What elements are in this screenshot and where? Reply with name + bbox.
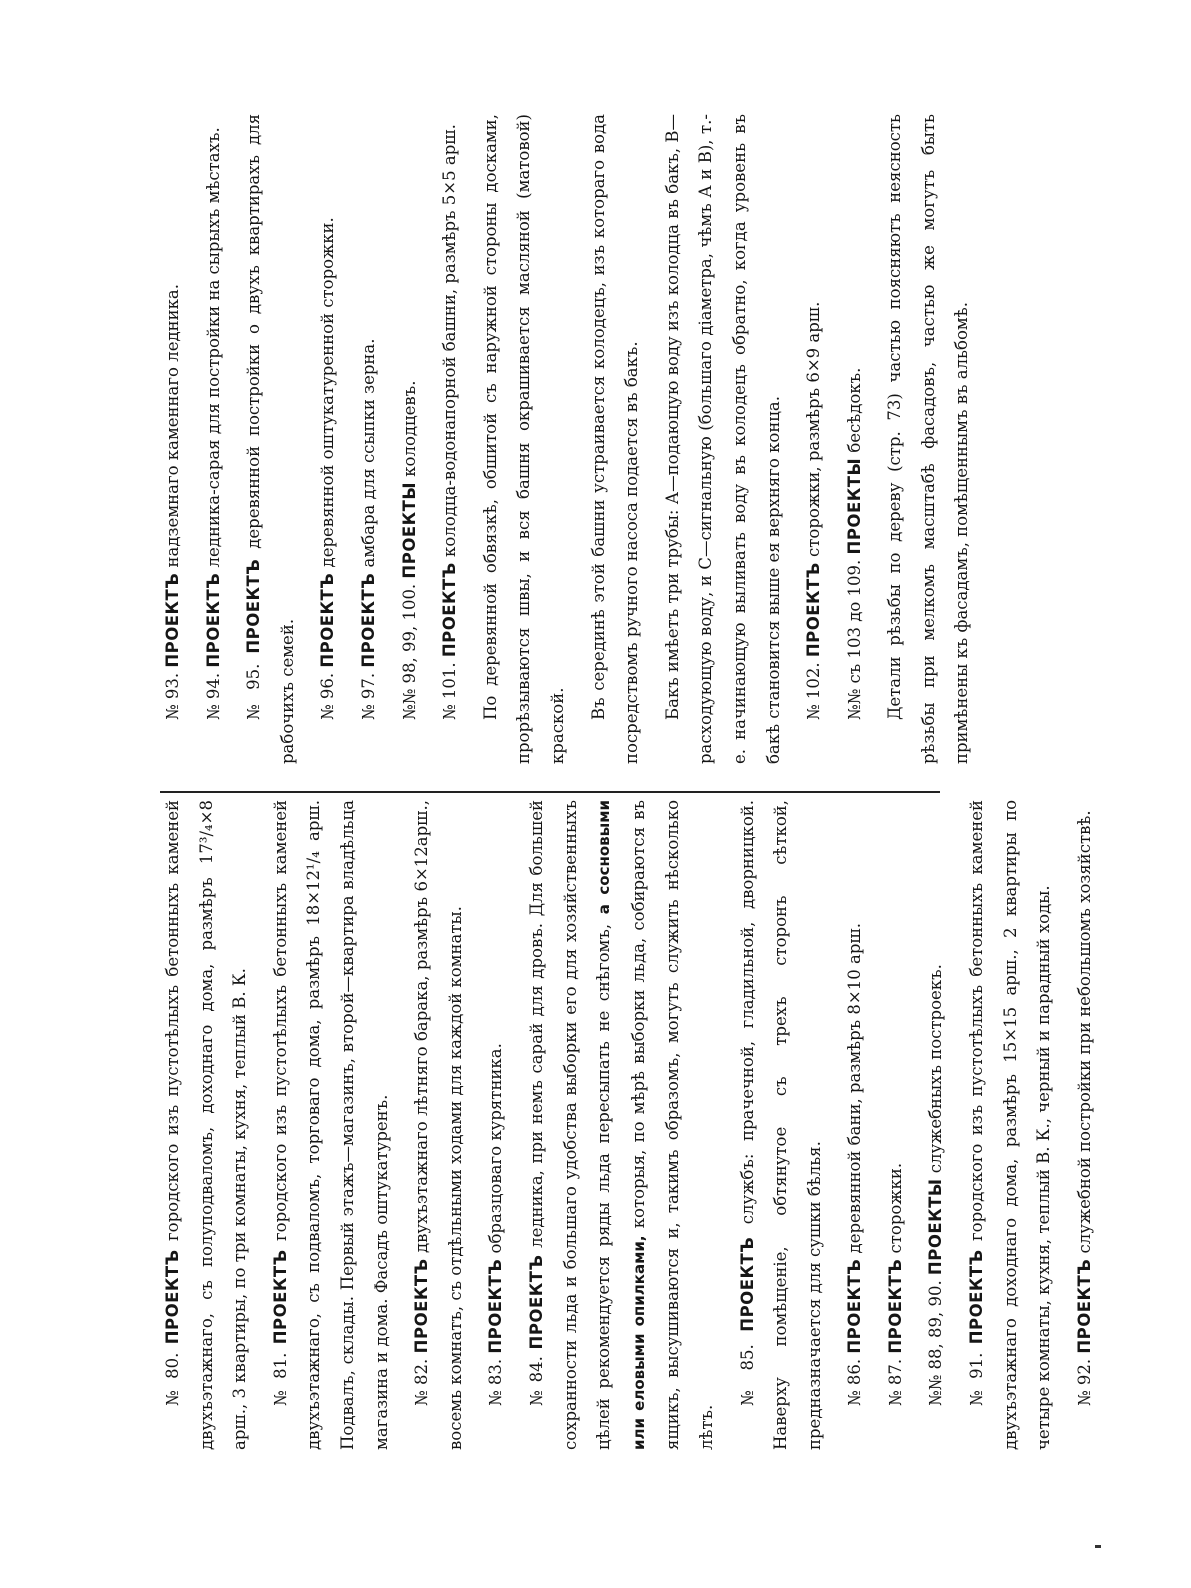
entry-text: двухъэтажнаго лѣтняго барака, размѣръ 6×12арш., восемь комнатъ, съ отдѣльными ходами для каждой комнаты. bbox=[412, 799, 465, 1450]
entry-number: № 92. bbox=[1074, 1358, 1094, 1406]
entry-number: № 81. bbox=[270, 1352, 290, 1406]
entry-keyword: ПРОЕКТЪ bbox=[804, 562, 824, 658]
entry-text: сторожки. bbox=[885, 1162, 905, 1259]
entry-number: № 94. bbox=[203, 672, 223, 720]
scan-mark bbox=[1095, 1545, 1101, 1548]
entry-97 bbox=[352, 114, 386, 764]
left-column bbox=[156, 799, 1094, 1450]
entry-keyword: ПРОЕКТЪ bbox=[967, 1249, 987, 1345]
entry-text: городского изъ пустотѣлыхъ бетонныхъ каменей двухъэтажнаго, съ подваломъ, торговаго дома, размѣръ 18×12¹/₄ арш. Подвалъ, склады. Первый этажъ—магазинъ, второй—квартира владѣльца магазина и дома. Фасадъ оштукатуренъ. bbox=[270, 800, 391, 1450]
paragraph-101b: Въ серединѣ этой башни устраивается колодецъ, изъ котораго вода посредствомъ ручного насоса подается въ бакъ. bbox=[588, 114, 642, 764]
entry-number: № 86. bbox=[845, 1358, 865, 1406]
entry-keyword: ПРОЕКТЫ bbox=[926, 1178, 946, 1276]
entry-number: № 84. bbox=[526, 1356, 546, 1406]
entry-text: колодцевъ. bbox=[399, 380, 419, 483]
entry-number: № 85. bbox=[737, 1344, 757, 1406]
entry-number: № 101. bbox=[440, 662, 460, 720]
entry-94 bbox=[197, 114, 231, 764]
entry-91 bbox=[960, 800, 1061, 1450]
entry-text: бесѣдокъ. bbox=[844, 367, 864, 458]
entry-92 bbox=[1068, 800, 1102, 1450]
entry-text: колодца-водонапорной башни, размѣръ 5×5 арш. bbox=[440, 124, 460, 563]
entry-number: № 80. bbox=[163, 1352, 182, 1406]
entry-80 bbox=[156, 800, 257, 1450]
entry-number: №№ 98, 99, 100. bbox=[399, 583, 419, 720]
entry-102 bbox=[797, 114, 831, 764]
entry-96 bbox=[311, 114, 345, 764]
entry-keyword: ПРОЕКТЪ bbox=[412, 1258, 432, 1354]
entry-text: сторожки, размѣръ 6×9 арш. bbox=[804, 301, 824, 563]
paragraph-103a: Детали рѣзьбы по дереву (стр. 73) частью поясняютъ неясность рѣзьбы при мелкомъ масштабѣ фасадовъ, частью же могутъ быть примѣнены къ фасадамъ, помѣщеннымъ въ альбомѣ. bbox=[885, 114, 972, 764]
entry-text: городского изъ пустотѣлыхъ бетонныхъ каменей двухъэтажнаго, съ полуподваломъ, доходнаго дома, размѣръ 17³/₄×8 арш., 3 квартиры, по три комнаты, кухня, теплый В. К. bbox=[163, 800, 250, 1450]
entry-text: ледника, при немъ сарай для дровъ. Для большей сохранности льда и большаго удобства выборки его для хозяйственныхъ цѣлей рекомендуется ряды льда пересыпать не снѣгомъ, bbox=[526, 800, 614, 1450]
entry-85 bbox=[731, 800, 832, 1450]
entry-keyword: ПРОЕКТЪ bbox=[885, 1258, 905, 1354]
entry-number: № 97. bbox=[358, 672, 378, 720]
entry-text: образцоваго курятника. bbox=[486, 1043, 506, 1259]
entry-text: деревянной бани, размѣръ 8×10 арш. bbox=[845, 923, 865, 1259]
entry-keyword: ПРОЕКТЪ bbox=[845, 1258, 865, 1354]
entry-number: № 102. bbox=[804, 662, 824, 720]
entry-keyword: ПРОЕКТЪ bbox=[737, 1236, 757, 1332]
entry-number: № 93. bbox=[163, 672, 182, 720]
entry-keyword: ПРОЕКТЪ bbox=[203, 572, 223, 668]
column-divider bbox=[160, 792, 940, 794]
entry-number: № 83. bbox=[486, 1358, 506, 1406]
paragraph-101c: Бакъ имѣетъ три трубы: А—подающую воду изъ колодца въ бакъ, В—расходующую воду, и С—сигнальную (большаго діаметра, чѣмъ А и В), т.-е. начинающую выливать воду въ колодецъ обратно, когда уровень въ бакѣ становится выше ея верхняго конца. bbox=[662, 114, 783, 764]
entry-number: № 95. bbox=[244, 663, 264, 720]
entry-number: №№ 88, 89, 90. bbox=[926, 1280, 946, 1406]
entry-88-90 bbox=[919, 800, 953, 1450]
entry-84 bbox=[520, 800, 724, 1450]
entry-95 bbox=[237, 114, 304, 764]
entry-keyword: ПРОЕКТЪ bbox=[163, 1249, 182, 1345]
entry-keyword: ПРОЕКТЪ bbox=[163, 572, 182, 668]
entry-101 bbox=[433, 114, 467, 764]
entry-keyword: ПРОЕКТЫ bbox=[844, 457, 864, 555]
entry-98-100 bbox=[393, 114, 427, 764]
entry-number: №№ съ 103 до 109. bbox=[844, 559, 864, 720]
entry-81 bbox=[264, 800, 398, 1450]
entry-text: деревянной постройки о двухъ квартирахъ для рабочихъ семей. bbox=[244, 113, 297, 764]
entry-82 bbox=[405, 800, 472, 1450]
entry-text: ледника-сарая для постройки на сырыхъ мѣстахъ. bbox=[203, 127, 223, 573]
right-column bbox=[156, 113, 972, 764]
entry-text: деревянной оштукатуренной сторожки. bbox=[318, 217, 338, 573]
entry-83 bbox=[479, 800, 513, 1450]
entry-87 bbox=[879, 800, 913, 1450]
entry-keyword: ПРОЕКТЪ bbox=[318, 572, 338, 668]
entry-text: которыя, по мѣрѣ выборки льда, собираются въ ящикъ, высушиваются и, такимъ образомъ, могутъ служить нѣсколько лѣтъ. bbox=[628, 799, 716, 1450]
paragraph-101a: По деревянной обвязкѣ, обшитой съ наружной стороны досками, прорѣзываются швы, и вся башня окрашивается масляной (матовой) краской. bbox=[480, 114, 567, 764]
entry-keyword: ПРОЕКТЪ bbox=[244, 558, 264, 654]
entry-number: № 87. bbox=[885, 1358, 905, 1406]
entry-text: надземнаго каменнаго ледника. bbox=[163, 283, 182, 573]
entry-text: служебныхъ построекъ. bbox=[926, 964, 946, 1179]
entry-text: городского изъ пустотѣлыхъ бетонныхъ каменей двухъэтажнаго доходнаго дома, размѣръ 15×15 арш., 2 квартиры по четыре комнаты, кухня, теплый В. К., черный и парадный ходы. bbox=[967, 800, 1054, 1450]
entry-keyword: ПРОЕКТЪ bbox=[486, 1258, 506, 1354]
entry-number: № 82. bbox=[412, 1358, 432, 1406]
entry-keyword: ПРОЕКТЪ bbox=[1074, 1258, 1094, 1354]
entry-keyword: ПРОЕКТЪ bbox=[270, 1249, 290, 1345]
entry-text: службъ: прачечной, гладильной, дворницкой. Наверху помѣщеніе, обтянутое съ трехъ сторонъ сѣткой, предназначается для сушки бѣлья. bbox=[737, 800, 824, 1450]
entry-number: № 91. bbox=[967, 1352, 987, 1406]
entry-keyword: ПРОЕКТЪ bbox=[526, 1254, 546, 1350]
entry-number: № 96. bbox=[318, 672, 338, 720]
entry-keyword: ПРОЕКТЫ bbox=[399, 482, 419, 579]
entry-keyword: ПРОЕКТЪ bbox=[440, 562, 460, 658]
entry-103-109 bbox=[838, 114, 872, 764]
entry-93 bbox=[156, 114, 190, 764]
entry-86 bbox=[838, 800, 872, 1450]
entry-text: амбара для ссыпки зерна. bbox=[358, 338, 378, 573]
entry-emphasis: а сосновыми или еловыми опилками, bbox=[595, 800, 648, 1450]
entry-text: служебной постройки при небольшомъ хозяйствѣ. bbox=[1074, 810, 1094, 1259]
entry-keyword: ПРОЕКТЪ bbox=[358, 572, 378, 668]
